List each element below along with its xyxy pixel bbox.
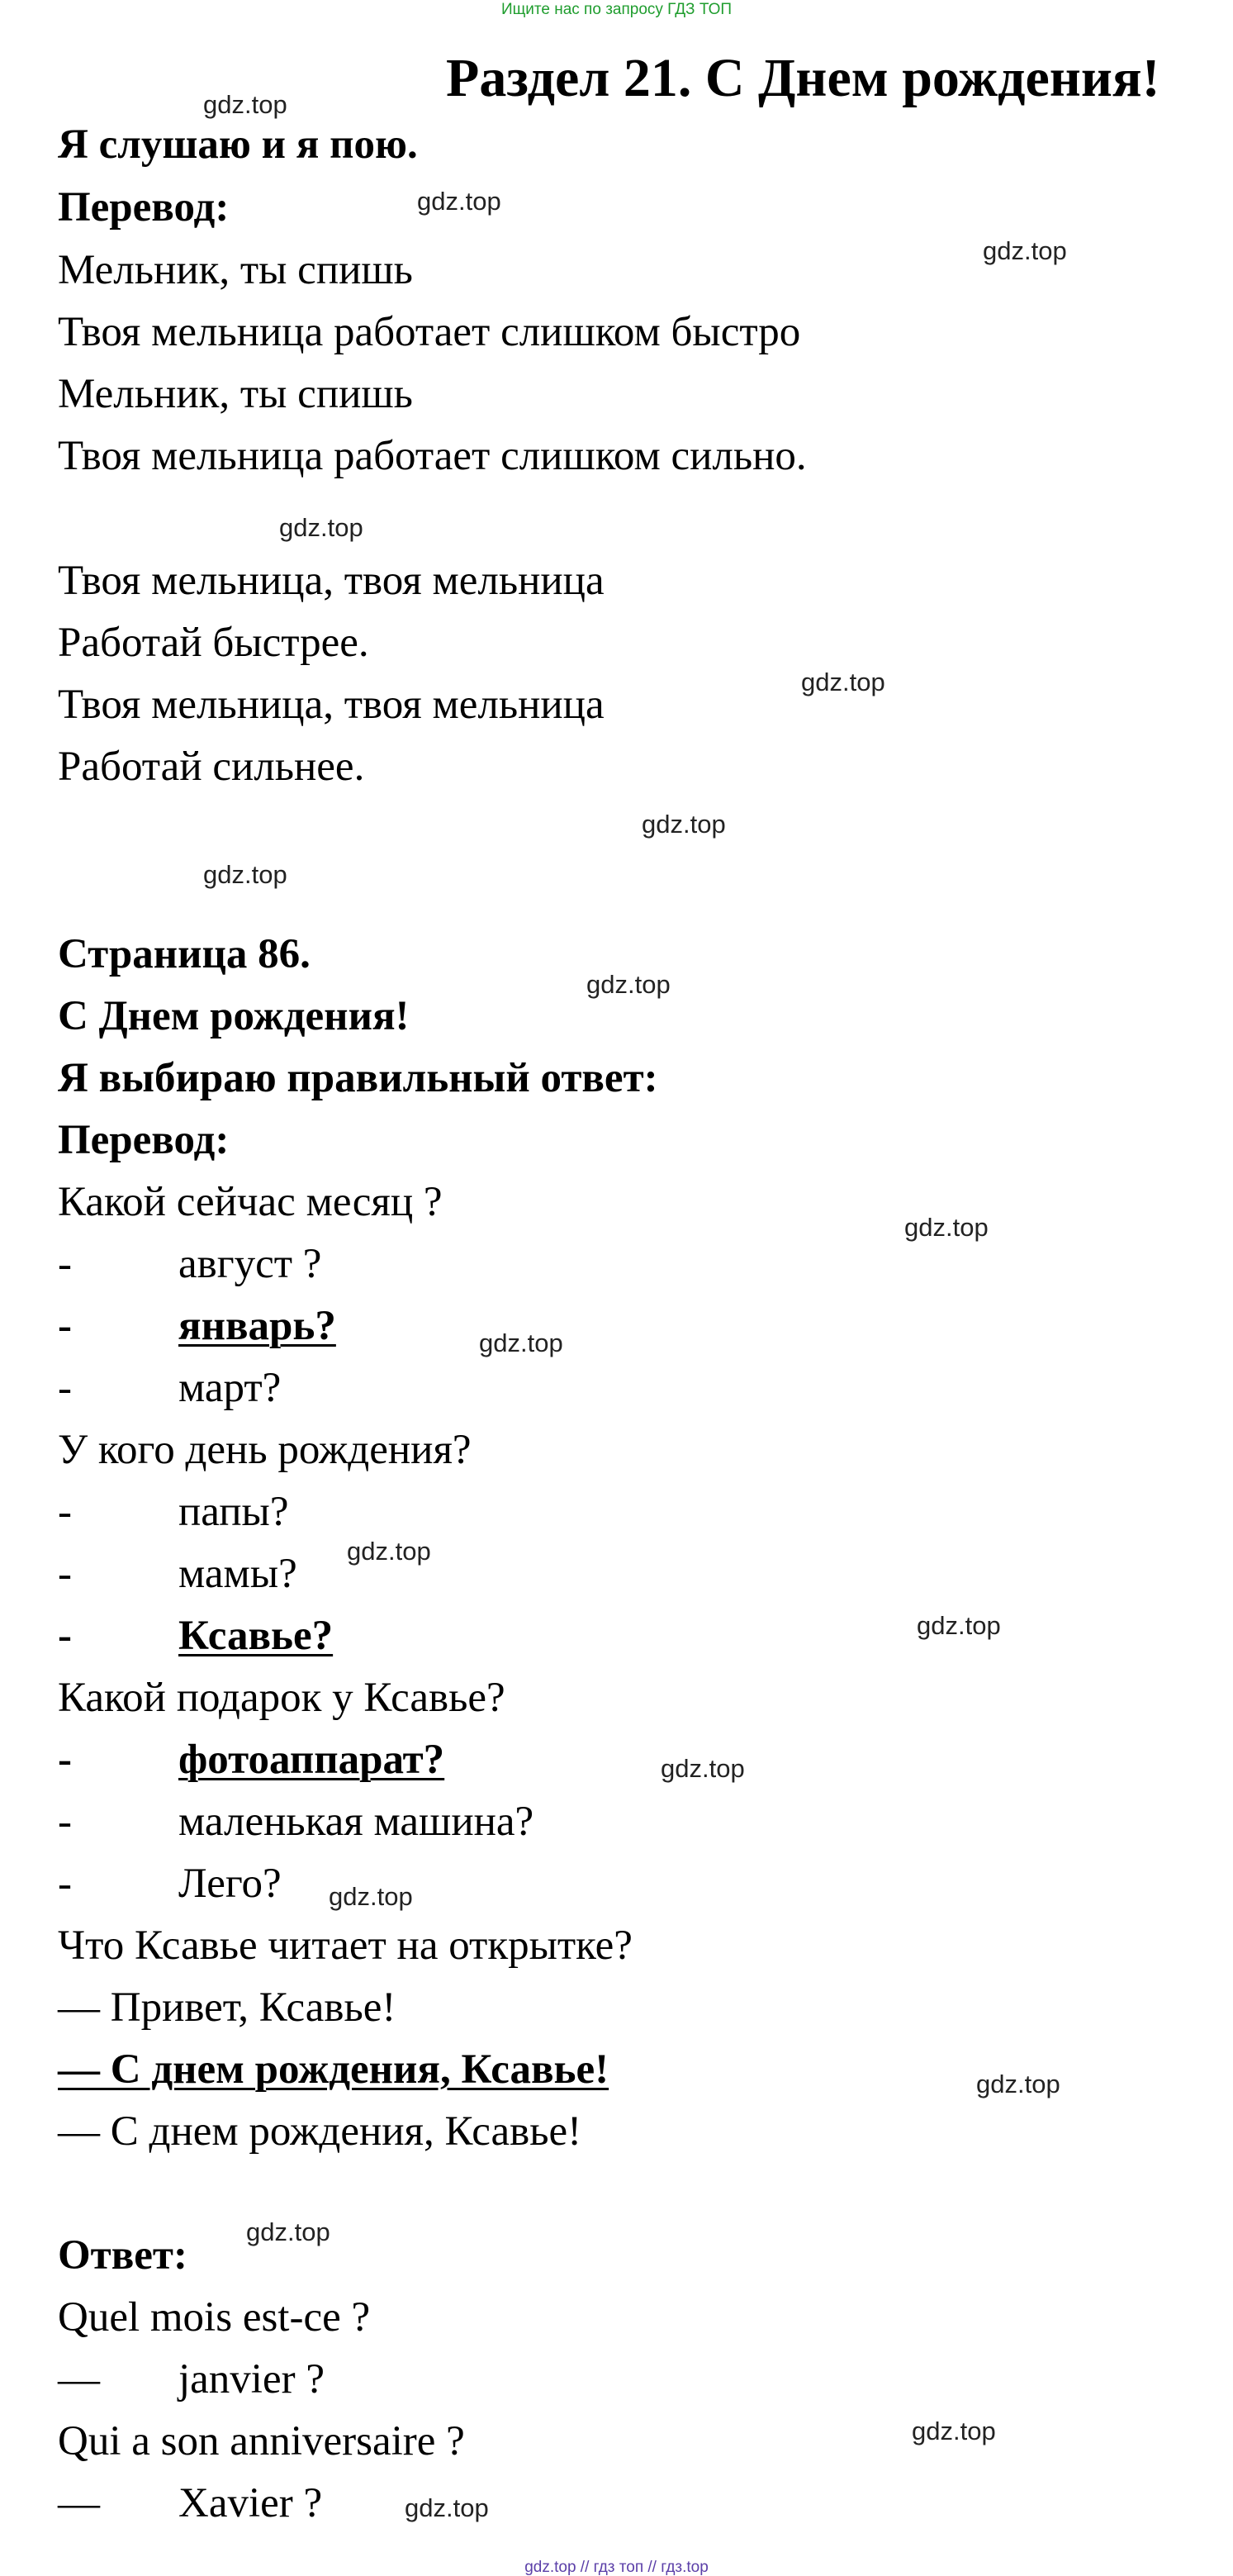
top-banner[interactable]: Ищите нас по запросу ГДЗ ТОП <box>500 1 733 18</box>
dash: - <box>58 1365 72 1411</box>
song-line: Твоя мельница, твоя мельница <box>58 558 605 604</box>
subtitle: С Днем рождения! <box>58 993 410 1039</box>
bottom-banner[interactable]: gdz.top // гдз топ // гдз.top <box>524 2559 709 2576</box>
option: — Привет, Ксавье! <box>58 1984 396 2031</box>
option-text: март? <box>178 1365 282 1411</box>
option-correct: — С днем рождения, Ксавье! <box>58 2046 609 2093</box>
watermark: gdz.top <box>203 90 287 119</box>
dash: - <box>58 1551 72 1597</box>
watermark: gdz.top <box>976 2070 1060 2098</box>
song-heading: Я слушаю и я пою. <box>58 121 418 168</box>
song-line: Твоя мельница, твоя мельница <box>58 682 605 728</box>
option-text: папы? <box>178 1489 289 1535</box>
option <box>58 1801 534 1843</box>
song-line: Мельник, ты спишь <box>58 247 413 293</box>
watermark: gdz.top <box>801 668 885 696</box>
answer-label: Ответ: <box>58 2232 187 2279</box>
option-correct <box>58 1305 336 1347</box>
answer-text: Xavier ? <box>178 2480 323 2526</box>
dash: - <box>58 1241 72 1287</box>
option-text: мамы? <box>178 1551 297 1597</box>
option <box>58 1553 297 1595</box>
song-line: Твоя мельница работает слишком быстро <box>58 309 801 355</box>
watermark: gdz.top <box>912 2417 996 2445</box>
watermark: gdz.top <box>642 810 726 839</box>
option <box>58 1243 321 1286</box>
translation-label: Перевод: <box>58 1117 230 1163</box>
watermark: gdz.top <box>347 1537 431 1566</box>
watermark: gdz.top <box>405 2493 489 2522</box>
song-line: Работай быстрее. <box>58 620 369 666</box>
song-line: Мельник, ты спишь <box>58 371 413 417</box>
option-correct <box>58 1615 333 1657</box>
answer-line: Qui a son anniversaire ? <box>58 2418 465 2464</box>
option-text: август ? <box>178 1241 322 1287</box>
option <box>58 1863 282 1905</box>
dash: - <box>58 1861 72 1907</box>
watermark: gdz.top <box>904 1213 989 1242</box>
dash: - <box>58 1613 72 1659</box>
question: Какой сейчас месяц ? <box>58 1179 443 1225</box>
question: У кого день рождения? <box>58 1427 472 1473</box>
option-text: маленькая машина? <box>178 1799 534 1845</box>
answer-line: Quel mois est-ce ? <box>58 2294 371 2341</box>
question: Что Ксавье читает на открытке? <box>58 1922 633 1969</box>
watermark: gdz.top <box>586 970 671 999</box>
option-text: фотоаппарат? <box>178 1737 445 1783</box>
answer-line <box>58 2356 325 2403</box>
watermark: gdz.top <box>279 513 363 542</box>
watermark: gdz.top <box>246 2217 330 2246</box>
option <box>58 1367 281 1409</box>
section-title: Раздел 21. С Днем рождения! <box>446 48 1160 108</box>
dash: — <box>58 2480 100 2526</box>
dash: - <box>58 1737 72 1783</box>
watermark: gdz.top <box>479 1328 563 1357</box>
dash: - <box>58 1799 72 1845</box>
dash: - <box>58 1489 72 1535</box>
watermark: gdz.top <box>329 1882 413 1911</box>
option-text: Ксавье? <box>178 1613 334 1659</box>
translation-label: Перевод: <box>58 184 230 231</box>
option-correct <box>58 1739 444 1781</box>
song-line: Твоя мельница работает слишком сильно. <box>58 433 807 479</box>
task-heading: Я выбираю правильный ответ: <box>58 1055 658 1101</box>
page-number: Страница 86. <box>58 931 311 977</box>
option-text: январь? <box>178 1303 336 1349</box>
option: — С днем рождения, Ксавье! <box>58 2108 582 2155</box>
dash: — <box>58 2356 100 2403</box>
option-text: Лего? <box>178 1861 282 1907</box>
question: Какой подарок у Ксавье? <box>58 1675 505 1721</box>
option <box>58 1491 288 1533</box>
watermark: gdz.top <box>417 187 501 216</box>
watermark: gdz.top <box>917 1611 1001 1640</box>
watermark: gdz.top <box>983 236 1067 265</box>
watermark: gdz.top <box>661 1754 745 1783</box>
answer-text: janvier ? <box>178 2356 325 2403</box>
watermark: gdz.top <box>203 860 287 889</box>
answer-line <box>58 2480 323 2526</box>
song-line: Работай сильнее. <box>58 744 365 790</box>
dash: - <box>58 1303 72 1349</box>
